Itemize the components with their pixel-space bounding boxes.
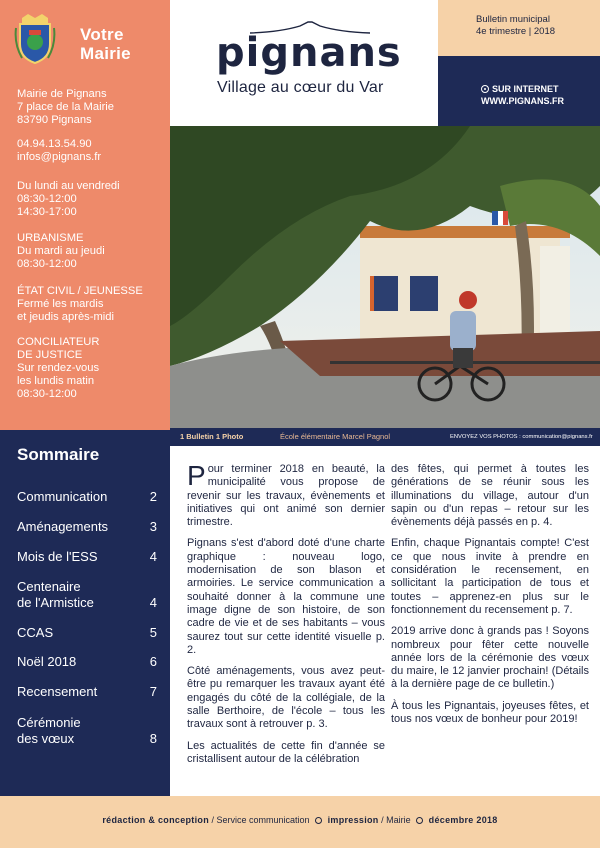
article-paragraph: Pignans s'est d'abord doté d'une charte graphique : nouveau logo, modernisation de son blason et armoiries. Le service communication a souhaité donner à la commune une image digne de son histoire, de son cadre de vie et de ses habitants – vous saurez tout sur cette identité visuelle p. 2. xyxy=(187,537,385,656)
mairie-label: Mairie xyxy=(80,44,131,63)
toc-page: 7 xyxy=(149,684,157,699)
masthead-logo xyxy=(170,0,438,126)
article-paragraph: des fêtes, qui permet à toutes les générations de se réunir sous les illuminations du village, autour d'un sapin ou d'un repas – retour sur les évènements déjà passés en p. 4. xyxy=(391,463,589,529)
address-block xyxy=(17,88,165,127)
target-icon xyxy=(416,817,423,824)
votre-label: Votre xyxy=(80,25,124,44)
toc-page: 4 xyxy=(149,595,157,610)
toc-item[interactable] xyxy=(17,519,157,535)
sommaire-title: Sommaire xyxy=(17,445,100,464)
urbanisme-line: Du mardi au jeudi xyxy=(17,245,105,257)
toc-page: 5 xyxy=(149,625,157,640)
toc-label: Recensement xyxy=(17,684,98,699)
paragraph-text: our terminer 2018 en beauté, la municipalité vous propose de revenir sur les travaux, évènements et initiatives qui ont animé son dernier trimestre. xyxy=(187,463,385,529)
coat-of-arms-icon xyxy=(14,14,56,64)
email-link[interactable]: infos@pignans.fr xyxy=(17,151,102,163)
toc-page: 3 xyxy=(149,519,157,534)
toc-label: Mois de l'ESS xyxy=(17,549,98,564)
etat-civil-heading: ÉTAT CIVIL / JEUNESSE xyxy=(17,285,143,297)
footer-service: Service communication xyxy=(216,815,310,825)
conciliateur-line: Sur rendez-vous xyxy=(17,362,100,374)
toc-item[interactable] xyxy=(17,654,157,670)
toc-label: Centenaire de l'Armistice xyxy=(17,579,94,610)
article-column-left xyxy=(187,460,385,774)
toc-page: 8 xyxy=(149,731,157,746)
toc-label: Noël 2018 xyxy=(17,654,77,669)
conciliateur-block xyxy=(17,336,165,401)
urbanisme-line: 08:30-12:00 xyxy=(17,258,77,270)
mairie-info-panel xyxy=(0,0,170,430)
article-paragraph: Enfin, chaque Pignantais compte! C'est ce que nous invite à prendre en considération le recensement, en sollicitant la participation de tous et toutes – apprenez-en plus sur le fonctionnement du recensement p. 7. xyxy=(391,537,589,616)
footer-mairie: Mairie xyxy=(386,815,411,825)
etat-civil-line: et jeudis après-midi xyxy=(17,311,115,323)
article-paragraph: 2019 arrive donc à grands pas ! Soyons nombreux pour fêter cette nouvelle année lors de la cérémonie des vœux du maire, le 12 janvier prochain! (Détails à la dernière page de ce bulletin.) xyxy=(391,625,589,691)
photo-tag: 1 Bulletin 1 Photo xyxy=(180,432,244,441)
internet-box xyxy=(438,56,600,126)
photo-title: École élémentaire Marcel Pagnol xyxy=(280,432,391,441)
conciliateur-line: les lundis matin xyxy=(17,375,95,387)
bulletin-period: 4e trimestre | 2018 xyxy=(476,26,556,37)
website-link[interactable]: WWW.PIGNANS.FR xyxy=(481,96,564,106)
target-icon xyxy=(481,85,489,93)
target-icon xyxy=(315,817,322,824)
address-line: 7 place de la Mairie xyxy=(17,101,115,113)
article-paragraph: Les actualités de cette fin d'année se cristallisent autour de la célébration xyxy=(187,739,385,765)
toc-item[interactable] xyxy=(17,715,157,747)
toc-item[interactable] xyxy=(17,625,157,641)
hours-line: 14:30-17:00 xyxy=(17,206,77,218)
toc-item[interactable] xyxy=(17,549,157,565)
article-column-right xyxy=(391,463,589,734)
logo-tagline: Village au cœur du Var xyxy=(217,79,384,96)
logo-wordmark: pignans xyxy=(216,30,402,76)
conciliateur-heading: DE JUSTICE xyxy=(17,349,83,361)
toc-item[interactable] xyxy=(17,579,157,611)
etat-civil-block xyxy=(17,285,165,324)
contact-block xyxy=(17,138,165,164)
photo-caption-bar xyxy=(170,428,600,446)
footer-date: décembre 2018 xyxy=(428,815,498,825)
hours-line: 08:30-12:00 xyxy=(17,193,77,205)
phone-number[interactable]: 04.94.13.54.90 xyxy=(17,138,92,150)
bulletin-title: Bulletin municipal xyxy=(476,14,550,25)
internet-label: SUR INTERNET xyxy=(492,84,559,94)
urbanisme-heading: URBANISME xyxy=(17,232,84,244)
toc-page: 6 xyxy=(149,654,157,669)
article-paragraph: Côté aménagements, vous avez peut-être pu remarquer les travaux ayant été engagés du côté de la collégiale, de la salle Berthoire, de l'école – tous les travaux sont à retrouver p. 3. xyxy=(187,665,385,731)
toc-label: Aménagements xyxy=(17,519,109,534)
toc-page: 4 xyxy=(149,549,157,564)
urbanisme-block xyxy=(17,232,165,271)
drop-cap: P xyxy=(187,460,206,491)
hours-block xyxy=(17,180,165,219)
send-photos-note: ENVOYEZ VOS PHOTOS : communication@pignans.fr xyxy=(450,434,593,440)
toc-item[interactable] xyxy=(17,684,157,700)
credits-footer: rédaction & conception / Service communication impression / Mairie décembre 2018 xyxy=(0,796,600,848)
footer-redaction: rédaction & conception xyxy=(102,815,209,825)
bulletin-info xyxy=(438,0,600,56)
toc-page: 2 xyxy=(149,489,157,504)
footer-impression: impression xyxy=(327,815,379,825)
article-paragraph xyxy=(187,460,385,529)
conciliateur-line: 08:30-12:00 xyxy=(17,388,77,400)
votre-mairie-title xyxy=(80,25,131,63)
address-line: Mairie de Pignans xyxy=(17,88,107,100)
address-line: 83790 Pignans xyxy=(17,114,92,126)
school-photo xyxy=(170,126,600,428)
toc-label: Cérémonie des vœux xyxy=(17,715,81,746)
toc-item[interactable] xyxy=(17,489,157,505)
article-paragraph: À tous les Pignantais, joyeuses fêtes, et tous nos vœux de bonheur pour 2019! xyxy=(391,699,589,726)
hours-line: Du lundi au vendredi xyxy=(17,180,120,192)
conciliateur-heading: CONCILIATEUR xyxy=(17,336,100,348)
table-of-contents xyxy=(0,430,170,796)
etat-civil-line: Fermé les mardis xyxy=(17,298,104,310)
toc-label: CCAS xyxy=(17,625,54,640)
toc-label: Communication xyxy=(17,489,108,504)
